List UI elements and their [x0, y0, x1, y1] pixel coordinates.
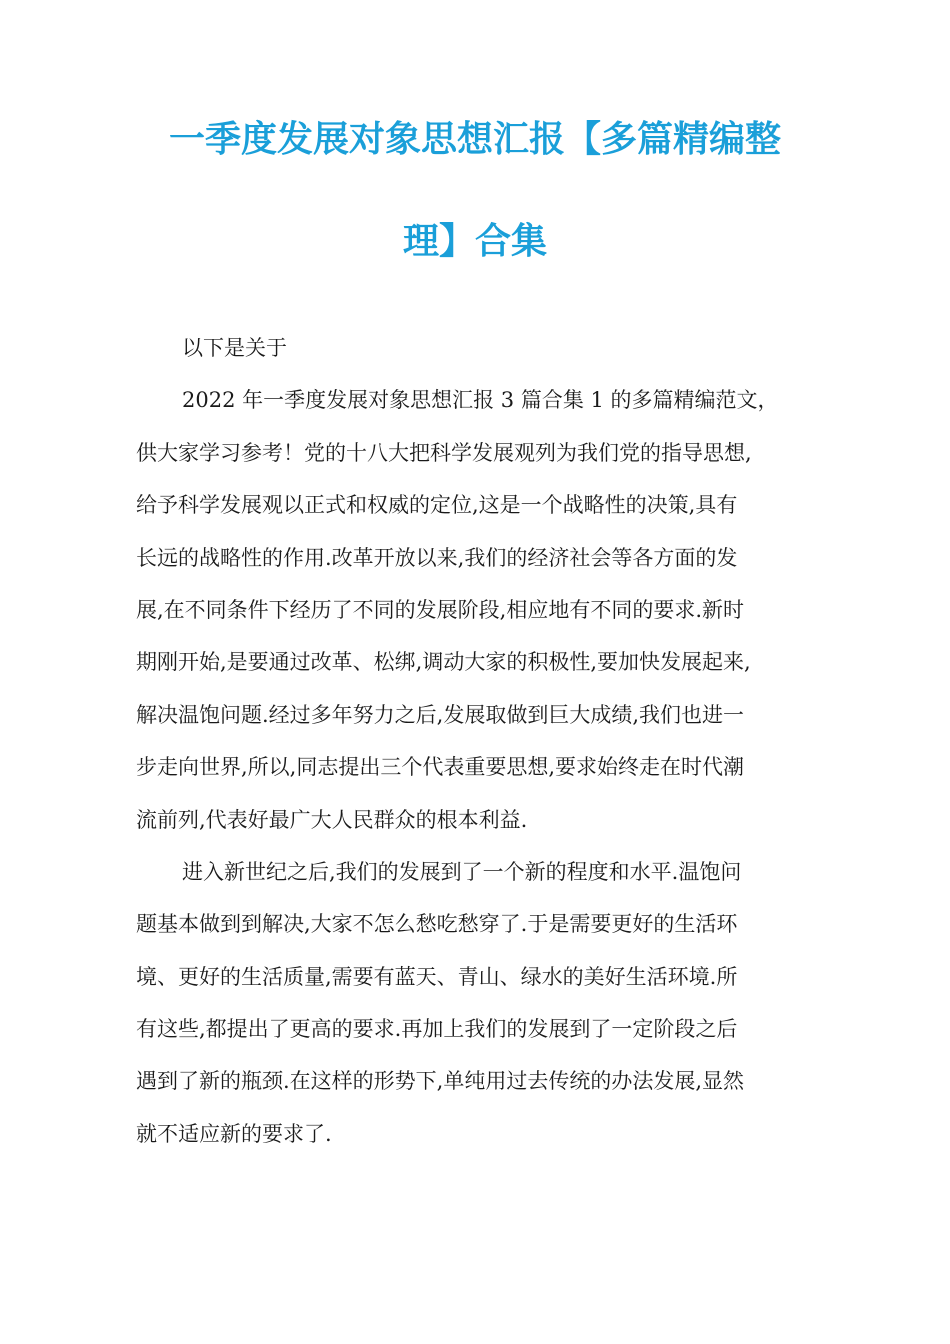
paragraph-2-line: 就不适应新的要求了. [136, 1121, 332, 1146]
paragraph-1-line: 展,在不同条件下经历了不同的发展阶段,相应地有不同的要求.新时 [136, 597, 745, 622]
paragraph-2-line: 题基本做到到解决,大家不怎么愁吃愁穿了.于是需要更好的生活环 [136, 912, 738, 937]
document-title-line-1: 一季度发展对象思想汇报【多篇精编整 [168, 119, 781, 160]
paragraph-1-line: 长远的战略性的作用.改革开放以来,我们的经济社会等各方面的发 [136, 545, 738, 570]
paragraph-2-line: 境、更好的生活质量,需要有蓝天、青山、绿水的美好生活环境.所 [136, 964, 738, 989]
paragraph-2 [136, 846, 814, 1160]
paragraph-1-line: 给予科学发展观以正式和权威的定位,这是一个战略性的决策,具有 [136, 493, 738, 518]
paragraph-1-line: 流前列,代表好最广大人民群众的根本利益. [136, 807, 528, 832]
paragraph-2-line: 有这些,都提出了更高的要求.再加上我们的发展到了一定阶段之后 [136, 1017, 738, 1042]
paragraph-2-line: 遇到了新的瓶颈.在这样的形势下,单纯用过去传统的办法发展,显然 [136, 1069, 745, 1094]
paragraph-1-line: 解决温饱问题.经过多年努力之后,发展取做到巨大成绩,我们也进一 [136, 702, 745, 727]
paragraph-1-line: 供大家学习参考！党的十八大把科学发展观列为我们党的指导思想, [136, 440, 752, 465]
paragraph-1-line: 2022 年一季度发展对象思想汇报 3 篇合集 1 的多篇精编范文， [182, 388, 779, 413]
document-title-line-2: 理】合集 [402, 221, 547, 262]
document-body [136, 322, 814, 1160]
paragraph-2-line: 进入新世纪之后,我们的发展到了一个新的程度和水平.温饱问 [182, 859, 742, 884]
paragraph-1 [136, 374, 814, 846]
paragraph-1-line: 期刚开始,是要通过改革、松绑,调动大家的积极性,要加快发展起来, [136, 650, 751, 675]
paragraph-1-line: 步走向世界,所以,同志提出三个代表重要思想,要求始终走在时代潮 [136, 755, 745, 780]
intro-line: 以下是关于 [182, 336, 287, 360]
